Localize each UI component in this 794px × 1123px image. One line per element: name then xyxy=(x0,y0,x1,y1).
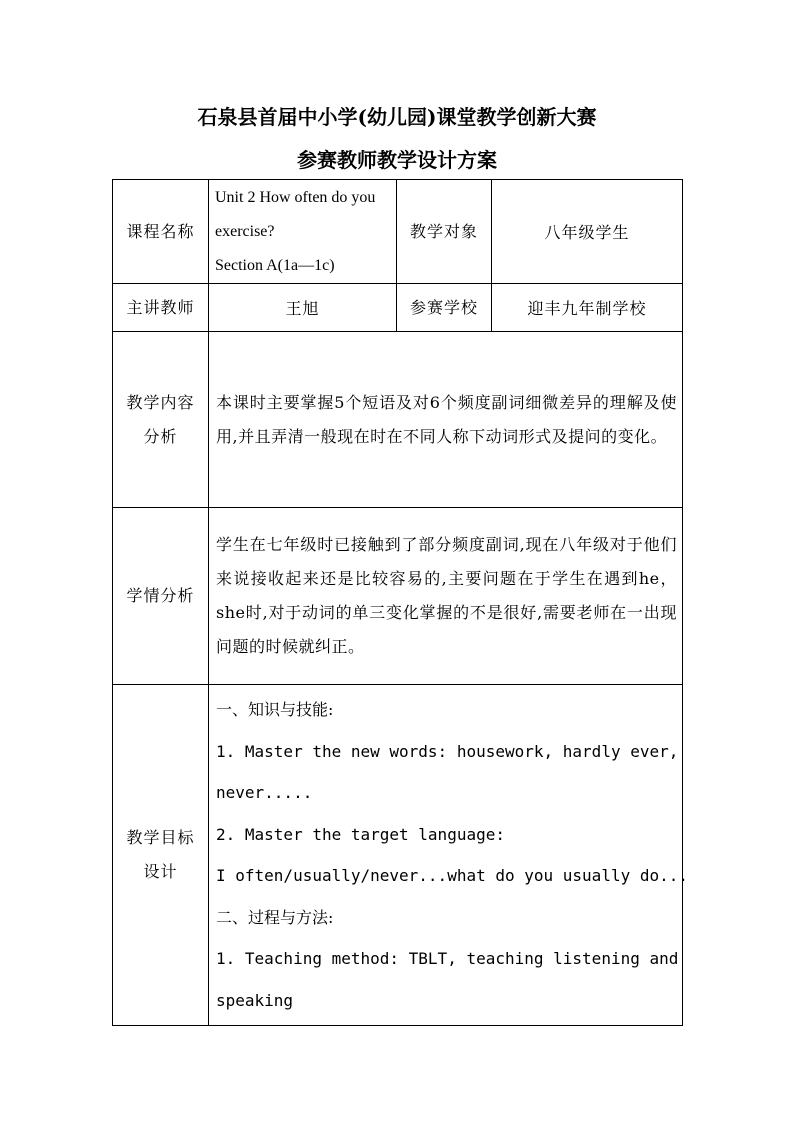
label-line: 设计 xyxy=(143,862,178,881)
course-name-line: exercise? xyxy=(215,222,275,240)
course-name-line: Unit 2 How often do you xyxy=(215,188,376,206)
table-row xyxy=(113,284,683,332)
table-row xyxy=(113,685,683,1026)
course-name-value xyxy=(209,180,397,284)
goals-line: speaking xyxy=(216,990,294,1010)
label-line: 教学内容 xyxy=(126,392,195,412)
label-line: 分析 xyxy=(143,426,178,446)
learner-analysis-text: 学生在七年级时已接触到了部分频度副词,现在八年级对于他们来说接收起来还是比较容易的,主要问题在于学生在遇到he，she时,对于动词的单三变化掌握的不是很好,需要老师在一出现问题的时候就纠正。 xyxy=(209,508,683,685)
goals-line: I often/usually/never...what do you usually do... xyxy=(216,866,689,885)
teaching-target-value: 八年级学生 xyxy=(492,180,683,284)
lesson-plan-table xyxy=(112,179,689,1026)
teaching-target-label: 教学对象 xyxy=(397,180,492,284)
teacher-value: 王旭 xyxy=(209,284,397,332)
goals-line: 1. Teaching method: TBLT, teaching listening and xyxy=(216,949,679,968)
content-analysis-label xyxy=(113,332,209,508)
teaching-goals-label xyxy=(113,685,209,1026)
table-row xyxy=(113,180,683,284)
school-value: 迎丰九年制学校 xyxy=(492,284,683,332)
teaching-goals-content xyxy=(209,685,689,1026)
course-name-line: Section A(1a—1c) xyxy=(215,256,335,274)
content-analysis-text: 本课时主要掌握5个短语及对6个频度副词细微差异的理解及使用,并且弄清一般现在时在不同人称下动词形式及提问的变化。 xyxy=(209,332,683,508)
label-line: 教学目标 xyxy=(126,828,195,847)
teacher-label: 主讲教师 xyxy=(113,284,209,332)
table-row xyxy=(113,508,683,685)
table-row xyxy=(113,332,683,508)
goals-heading: 二、过程与方法: xyxy=(216,907,334,927)
goals-line: never..... xyxy=(216,783,313,802)
goals-heading: 一、知识与技能: xyxy=(216,700,334,719)
goals-line: 2. Master the target language: xyxy=(216,824,505,844)
course-name-label: 课程名称 xyxy=(113,180,209,284)
document-title: 石泉县首届中小学(幼儿园)课堂教学创新大赛 xyxy=(197,105,597,129)
document-subtitle: 参赛教师教学设计方案 xyxy=(297,148,497,172)
learner-analysis-label: 学情分析 xyxy=(113,508,209,685)
school-label: 参赛学校 xyxy=(397,284,492,332)
goals-line: 1. Master the new words: housework, hardly ever, xyxy=(216,741,679,761)
